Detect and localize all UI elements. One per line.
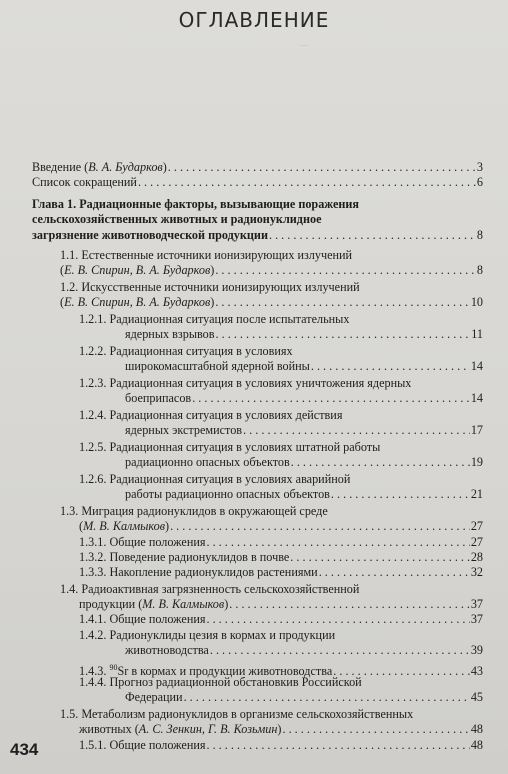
toc-entry[interactable]: 1.5. Метаболизм радионуклидов в организме сельскохозяйственных животных (А. С. Зенкин, Г. В. Козьмин) . . . 48 bbox=[60, 707, 483, 738]
page-number: 48 bbox=[470, 738, 483, 752]
toc-entry[interactable] bbox=[79, 312, 483, 343]
entry-label: 1.2.2. Радиационная ситуация в условиях bbox=[79, 344, 293, 358]
toc-entry[interactable] bbox=[79, 344, 483, 375]
toc-entry[interactable]: 1.3. Миграция радионуклидов в окружающей среде (М. В. Калмыков) . . . 27 bbox=[79, 504, 483, 535]
entry-label: 1.5. Метаболизм радионуклидов в организме сельскохозяйственных bbox=[60, 707, 414, 721]
entry-label: 1.2.4. Радиационная ситуация в условиях действия bbox=[79, 408, 343, 422]
page-number: 43 bbox=[470, 664, 483, 679]
page-number: 21 bbox=[470, 487, 483, 502]
entry-label: 1.2.6. Радиационная ситуация в условиях аварийной bbox=[79, 472, 351, 486]
toc-entry[interactable] bbox=[79, 440, 483, 471]
entry-label: ядерных экстремистов bbox=[125, 423, 243, 438]
toc-entry[interactable] bbox=[79, 408, 483, 439]
page-number: 28 bbox=[470, 550, 483, 564]
entry-label: Список сокращений bbox=[32, 175, 137, 189]
toc-entry[interactable]: 1.4. Радиоактивная загрязненность сельскохозяйственной продукции (М. В. Калмыков) . . . 37 bbox=[60, 582, 483, 613]
entry-label: 1.4. Радиоактивная загрязненность сельскохозяйственной bbox=[60, 582, 360, 596]
page-number: 19 bbox=[470, 455, 483, 470]
entry-label: загрязнение животноводческой продукции bbox=[32, 227, 268, 242]
page-folio-number: 434 bbox=[10, 740, 39, 759]
entry-label: радиационно опасных объектов bbox=[125, 455, 290, 470]
entry-label: 1.2.1. Радиационная ситуация после испытательных bbox=[79, 312, 350, 326]
page-number: 17 bbox=[470, 423, 483, 438]
entry-label: 1.3.3. Накопление радионуклидов растениями bbox=[79, 565, 318, 579]
toc-entry[interactable]: 1.2. Искусственные источники ионизирующих излучений (Е. В. Спирин, В. А. Бударков) . . . 10 bbox=[60, 280, 483, 311]
bleed-through-text: — bbox=[300, 40, 308, 49]
toc-chapter[interactable] bbox=[32, 197, 483, 243]
entry-label: Глава 1. Радиационные факторы, вызывающие поражения bbox=[32, 197, 360, 211]
toc-entry[interactable] bbox=[79, 675, 483, 706]
entry-label: работы радиационно опасных объектов bbox=[125, 487, 330, 502]
toc-entry[interactable] bbox=[79, 550, 483, 565]
page-number: 8 bbox=[476, 227, 483, 242]
page-number: 6 bbox=[476, 175, 483, 189]
entry-label: 1.4.1. Общие положения bbox=[79, 612, 206, 626]
page-number: 14 bbox=[470, 359, 483, 374]
page-number: 10 bbox=[470, 295, 483, 310]
page-number: 3 bbox=[476, 160, 483, 174]
page-number: 8 bbox=[476, 263, 483, 278]
toc-entry[interactable] bbox=[79, 628, 483, 659]
entry-label: животноводства bbox=[125, 643, 209, 658]
entry-label: 1.2.5. Радиационная ситуация в условиях штатной работы bbox=[79, 440, 381, 454]
page-number: 45 bbox=[470, 690, 483, 705]
entry-label: 1.4.2. Радионуклиды цезия в кормах и продукции bbox=[79, 628, 336, 642]
entry-label: сельскохозяйственных животных и радионуклидное bbox=[32, 212, 322, 227]
toc-entry[interactable] bbox=[32, 175, 483, 190]
entry-label: широкомасштабной ядерной войны bbox=[125, 359, 310, 374]
page-number: 37 bbox=[470, 597, 483, 612]
toc-entry[interactable] bbox=[79, 376, 483, 407]
entry-label: 1.3.2. Поведение радионуклидов в почве bbox=[79, 550, 290, 564]
entry-label: 1.4.4. Прогноз радиационной обстановкив Российской bbox=[79, 675, 362, 689]
entry-label: 1.2. Искусственные источники ионизирующих излучений bbox=[60, 280, 360, 294]
toc-entry[interactable]: Введение (В. А. Бударков) . . . 3 bbox=[32, 160, 483, 175]
entry-label: 1.5.1. Общие положения bbox=[79, 738, 206, 752]
page-number: 39 bbox=[470, 643, 483, 658]
page-number: 27 bbox=[470, 535, 483, 549]
page-number: 11 bbox=[471, 327, 483, 342]
entry-label: ядерных взрывов bbox=[125, 327, 215, 342]
page-number: 48 bbox=[470, 722, 483, 737]
entry-label: 1.3.1. Общие положения bbox=[79, 535, 206, 549]
toc-entry[interactable] bbox=[79, 738, 483, 753]
entry-label: Федерации bbox=[125, 690, 183, 705]
page-number: 27 bbox=[470, 519, 483, 534]
toc-entry[interactable] bbox=[79, 565, 483, 580]
entry-label: 1.2.3. Радиационная ситуация в условиях уничтожения ядерных bbox=[79, 376, 412, 390]
page-number: 37 bbox=[470, 612, 483, 626]
entry-label: 1.1. Естественные источники ионизирующих излучений bbox=[60, 248, 353, 262]
toc-entry[interactable] bbox=[79, 472, 483, 503]
entry-label: боеприпасов bbox=[125, 391, 192, 406]
entry-label: 1.3. Миграция радионуклидов в окружающей среде bbox=[60, 504, 328, 518]
page-number: 32 bbox=[470, 565, 483, 579]
toc-entry[interactable] bbox=[79, 535, 483, 550]
toc-entry[interactable]: 1.4.3. $^{90}$Sr в кормах и продукции животноводства . . . 43 bbox=[79, 660, 483, 679]
toc-entry[interactable]: 1.1. Естественные источники ионизирующих излучений (Е. В. Спирин, В. А. Бударков) . . . 8 bbox=[60, 248, 483, 279]
toc-entry[interactable] bbox=[79, 612, 483, 627]
page-number: 14 bbox=[470, 391, 483, 406]
page-title: ОГЛАВЛЕНИЕ bbox=[178, 8, 330, 32]
